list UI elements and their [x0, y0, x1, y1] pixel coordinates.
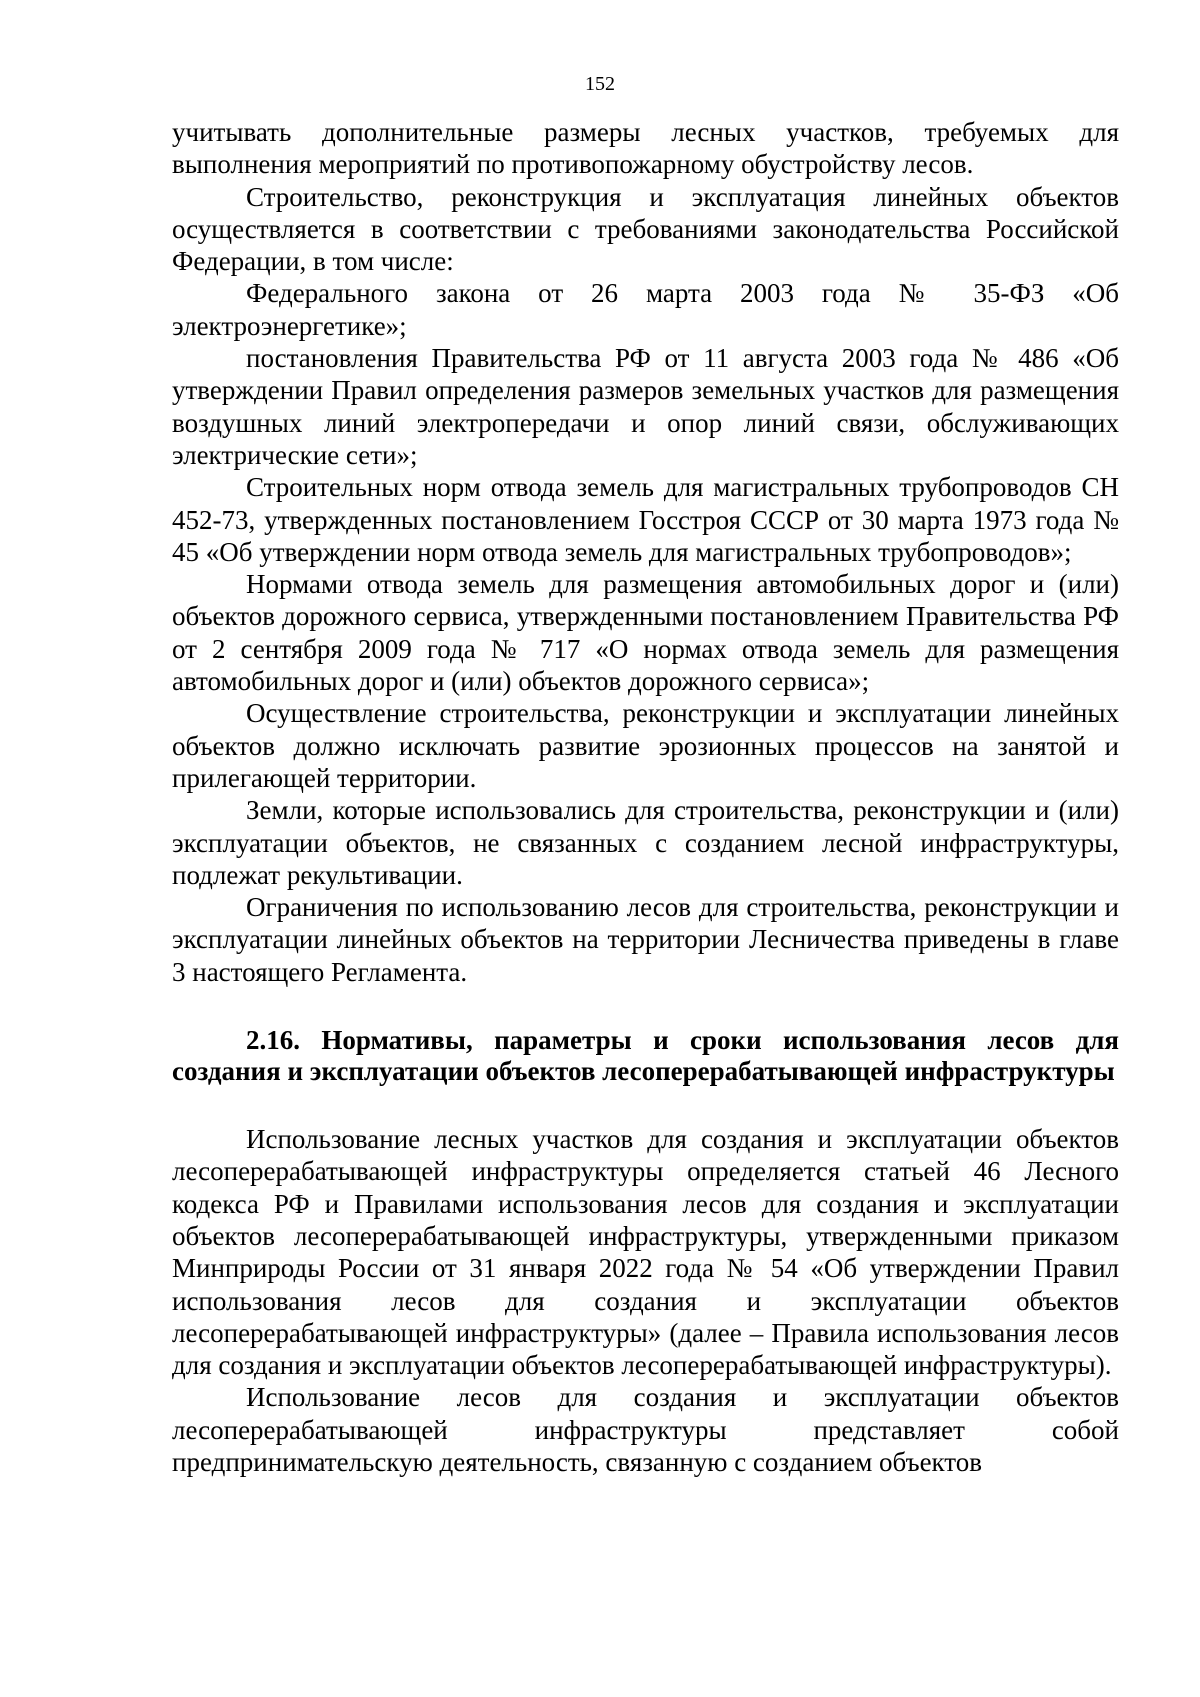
paragraph-building-norms: Строительных норм отвода земель для магистральных трубопроводов СН 452-73, утвержденных постановлением Госстроя СССР от 30 марта 1973 года № 45 «Об утверждении норм отвода земель для магистральных трубопроводов»;: [172, 472, 1119, 567]
paragraph-recultivation: Земли, которые использовались для строительства, реконструкции и (или) эксплуатации объектов, не связанных с созданием лесной инфраструктуры, подлежат рекультивации.: [172, 795, 1119, 890]
paragraph-forest-plots-use: Использование лесных участков для создания и эксплуатации объектов лесоперерабатывающей инфраструктуры определяется статьей 46 Лесного кодекса РФ и Правилами использования лесов для создания и эксплуатации объектов лесоперерабатывающей инфраструктуры, утвержденными приказом Минприроды России от 31 января 2022 года № 54 «Об утверждении Правил использования лесов для создания и эксплуатации объектов лесоперерабатывающей инфраструктуры» (далее – Правила использования лесов для создания и эксплуатации объектов лесоперерабатывающей инфраструктуры).: [172, 1124, 1119, 1381]
paragraph-erosion: Осуществление строительства, реконструкции и эксплуатации линейных объектов должно исключать развитие эрозионных процессов на занятой и прилегающей территории.: [172, 698, 1119, 793]
page-content: [172, 116, 1119, 1478]
paragraph-linear-objects: Строительство, реконструкция и эксплуатация линейных объектов осуществляется в соответствии с требованиями законодательства Российской Федерации, в том числе:: [172, 181, 1119, 277]
paragraph-government-decree: постановления Правительства РФ от 11 августа 2003 года № 486 «Об утверждении Правил определения размеров земельных участков для размещения воздушных линий электропередачи и опор линий связи, обслуживающих электрические сети»;: [172, 343, 1119, 470]
section-heading: 2.16. Нормативы, параметры и сроки использования лесов для создания и эксплуатации объектов лесоперерабатывающей инфраструктуры: [172, 1025, 1119, 1087]
paragraph-restrictions: Ограничения по использованию лесов для строительства, реконструкции и эксплуатации линейных объектов на территории Лесничества приведены в главе 3 настоящего Регламента.: [172, 892, 1119, 987]
paragraph-continuation: учитывать дополнительные размеры лесных участков, требуемых для выполнения мероприятий по противопожарному обустройству лесов.: [172, 117, 1119, 180]
page-number: 152: [585, 73, 615, 95]
paragraph-business-activity: Использование лесов для создания и эксплуатации объектов лесоперерабатывающей инфраструктуры представляет собой предпринимательскую деятельность, связанную с созданием объектов: [172, 1382, 1119, 1477]
paragraph-federal-law: Федерального закона от 26 марта 2003 года № 35-ФЗ «Об электроэнергетике»;: [172, 278, 1119, 341]
paragraph-road-norms: Нормами отвода земель для размещения автомобильных дорог и (или) объектов дорожного сервиса, утвержденными постановлением Правительства РФ от 2 сентября 2009 года № 717 «О нормах отвода земель для размещения автомобильных дорог и (или) объектов дорожного сервиса»;: [172, 569, 1119, 697]
